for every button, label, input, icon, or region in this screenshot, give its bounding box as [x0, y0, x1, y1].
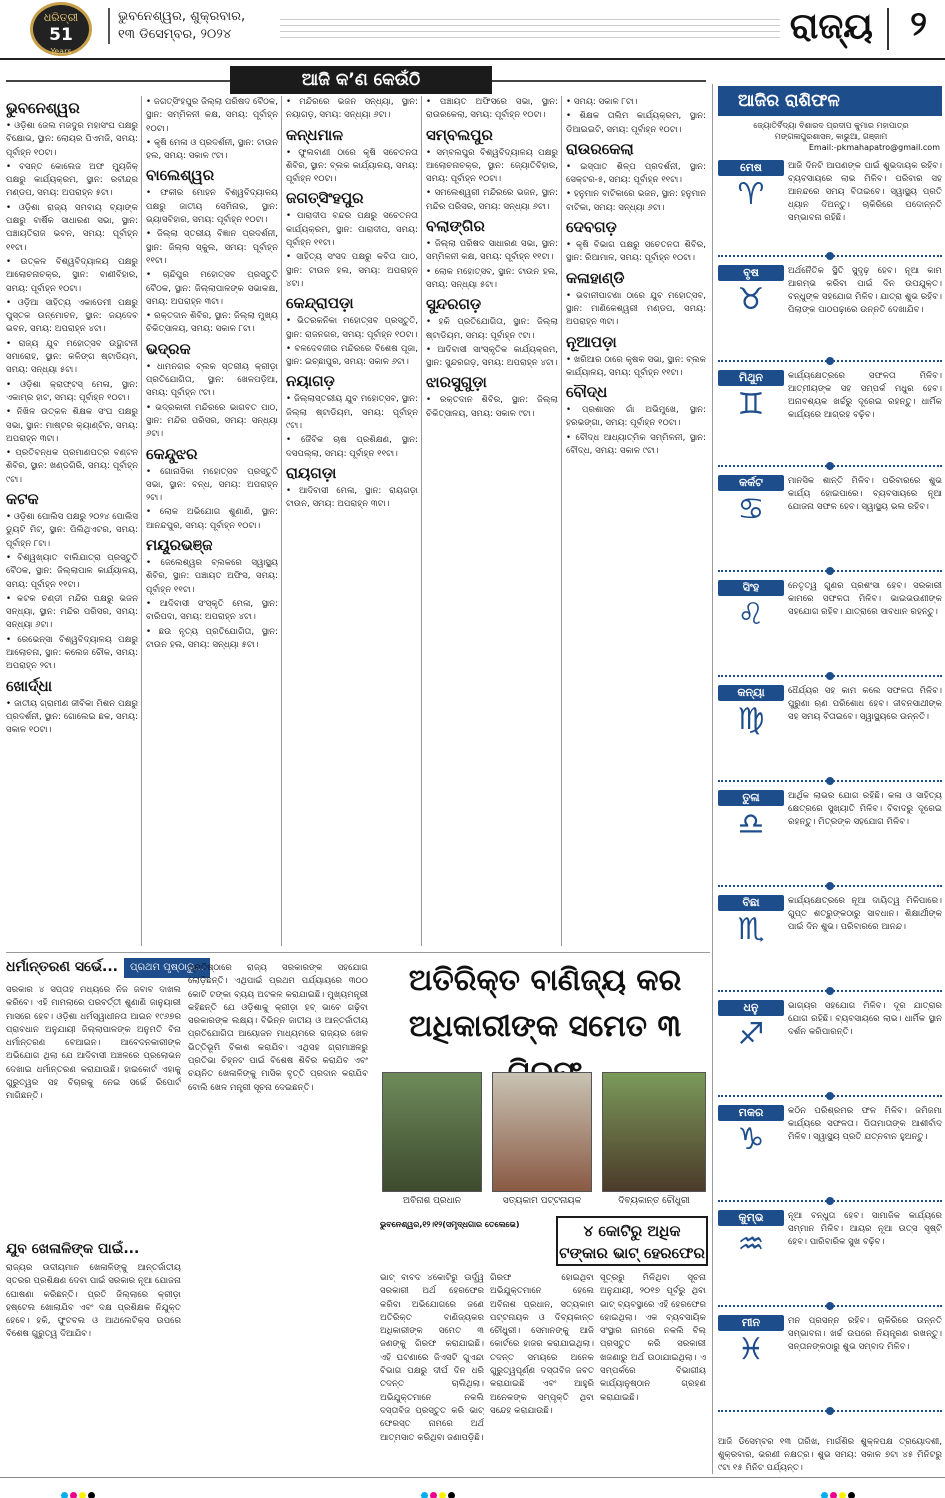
newspaper-logo [30, 2, 92, 56]
zodiac-icon: ♐ [737, 1017, 765, 1052]
horoscope-separator [718, 360, 942, 366]
zodiac-name: କର୍କଟ [718, 475, 784, 491]
city-heading: କନ୍ଧମାଳ [286, 125, 344, 144]
zodiac-icon: ♍ [737, 702, 765, 737]
events-title: ଆଜି କ’ଣ କେଉଁଠି [230, 66, 492, 94]
zodiac-name: ମୀନ [718, 1315, 784, 1331]
zodiac-badge [718, 1210, 784, 1266]
horoscope-item [718, 685, 942, 776]
issue-date: ୧୩ ଡିସେମ୍ବର, ୨୦୨୪ [118, 27, 232, 42]
photo-caption-3: ଦିବ୍ୟକାନ୍ତ ଚୌଧୁରୀ [618, 1196, 690, 1206]
astrologer-name: ଜ୍ୟୋତିର୍ବିଦ୍ୟା ବିଶାରଦ ପ୍ରଦୀପ କୁମାର ମହାପାତ୍ର [753, 121, 909, 130]
cont-story-body: ସରକାର ୪ ସପ୍ତାହ ମଧ୍ୟରେ ନିଜ ଜବାବ ଦାଖଲ କରିବେ। ଏହି ମାମଲାରେ ପରବର୍ତ୍ତୀ ଶୁଣାଣି ଜାନୁୟାରୀ ମାସରେ ହେବ। ଓଡ଼ିଶା ଧର୍ମସ୍ୱାଧୀନତା ଆଇନ ୧୯୬୭ର ପ୍ରାବଧାନ ଅନୁଯାୟୀ ଜିଲ୍ଲାପାଳଙ୍କ ଅନୁମତି ବିନା ଧର୍ମାନ୍ତରଣ ବେଆଇନ। ଆବେଦନକାରୀଙ୍କ ଅଭିଯୋଗ ଥିଲା ଯେ ଆଦିବାସୀ ଅଞ୍ଚଳରେ ପ୍ରଲୋଭନ ଦେଖାଇ ଧର୍ମାନ୍ତରଣ କରାଯାଉଛି। ହାଇକୋର୍ଟ ଏହାକୁ ଗୁରୁତ୍ୱର ସହ ବିଚାରକୁ ନେଇ ସର୍ଭେ ରିପୋର୍ଟ ମାଗିଛନ୍ତି। [6, 985, 181, 1102]
zodiac-icon: ♑ [737, 1122, 765, 1157]
story-dateline: ଭୁବନେଶ୍ୱର,୧୨।୧୨(ସମୃଦ୍ଧଗାର ତେଲେଭେ) [380, 1220, 520, 1229]
horoscope-item [718, 1000, 942, 1091]
page-number: ୨ [910, 4, 927, 44]
horoscope-item [718, 1105, 942, 1196]
zodiac-name: ମିଥୁନ [718, 370, 784, 386]
zodiac-icon: ♉ [737, 282, 765, 317]
event-item: • ସମୟ: ସକାଳ ୮ଟା। [566, 97, 638, 107]
horoscope-text: ଅର୍ଥନୈତିକ ସ୍ଥିତି ସୁଦୃଢ଼ ହେବ। ନୂଆ କାମ ଆରମ୍ଭ କରିବା ପାଇଁ ଦିନ ଉପଯୁକ୍ତ। ବନ୍ଧୁଙ୍କ ସହଯୋଗ ମିଳିବ। ଯାତ୍ରା ଶୁଭ ରହିବ। ପିଲାଙ୍କ ପାଠପଢ଼ାରେ ଉନ୍ନତି ଦେଖାଯିବ। [788, 266, 942, 315]
horoscope-separator [718, 1410, 942, 1416]
zodiac-name: ସିଂହ [718, 580, 784, 596]
event-item: • ଜୈବିକ ଚାଷ ପ୍ରଶିକ୍ଷଣ, ସ୍ଥାନ: ଦସପଲ୍ଲା, ସମୟ: ପୂର୍ବାହ୍ନ ୧୧ଟା। [286, 435, 418, 459]
photo-accused-1 [382, 1072, 482, 1192]
logo-years-text: Years [50, 47, 72, 56]
event-item: • ପ୍ରଶାସନ ଗାଁ ଅଭିମୁଖେ, ସ୍ଥାନ: ହରଭଙ୍ଗା, ସମୟ: ପୂର୍ବାହ୍ନ ୧୦ଟା। [566, 405, 706, 429]
event-item: • ଭଦ୍ରକାଳୀ ମନ୍ଦିରରେ ଭାଗବତ ପାଠ, ସ୍ଥାନ: ମନ୍ଦିର ପରିସର, ସମୟ: ସନ୍ଧ୍ୟା ୬ଟା। [146, 402, 278, 440]
event-item: • ଇସ୍ପାତ ଶିଳ୍ପ ପ୍ରଦର୍ଶନୀ, ସ୍ଥାନ: ସେକ୍ଟର-୫, ସମୟ: ପୂର୍ବାହ୍ନ ୧୧ଟା। [566, 161, 706, 186]
zodiac-icon: ♏ [737, 912, 765, 947]
event-item: • ଜାତୀୟ ଗ୍ରାମୀଣ ଜୀବିକା ମିଶନ ପକ୍ଷରୁ ପ୍ରଦର୍ଶନୀ, ସ୍ଥାନ: ଗୋଲେଇ ଛକ, ସମୟ: ସକାଳ ୧୦ଟା। [6, 698, 138, 736]
city-heading: ଦେବଗଡ଼ [566, 218, 617, 237]
color-marks [420, 1484, 456, 1498]
zodiac-name: କନ୍ୟା [718, 685, 784, 701]
main-story-body-1: ଭାଟ୍ ବାବଦ ୪କୋଟିରୁ ଊର୍ଦ୍ଧ୍ୱ ସରକାରୀ ଅର୍ଥ ହେରଫେର କରିବା ଅଭିଯୋଗରେ ଜଣେ ଅତିରିକ୍ତ ବାଣିଜ୍ୟକର ଅଧିକାରୀଙ୍କ ସମେତ ୩ ଜଣଙ୍କୁ ଗିରଫ କରାଯାଇଛି। ଏହି ଘଟଣାରେ ଜିଏସଟି ଗୁଏନ୍ଦା ବିଭାଗ ପକ୍ଷରୁ ଦୀର୍ଘ ଦିନ ଧରି ତଦନ୍ତ ଚାଲିଥିଲା। ଅଭିଯୁକ୍ତମାନେ ନକଲି ଦସ୍ତାବିଜ ପ୍ରସ୍ତୁତ କରି ଭାଟ୍ ଫେରସ୍ତ ନାମରେ ଅର୍ଥ ଆତ୍ମସାତ କରିଥିବା ଜଣାପଡ଼ିଛି। [380, 1273, 484, 1443]
event-item: • ଓଡ଼ିଶା ପୋଲିସ ପକ୍ଷରୁ ୨୦୨୪ ପୋଲିସ ଡ୍ୟୁଟି ମିଟ୍, ସ୍ଥାନ: ପିଲିଥିଏଟର, ସମୟ: ପୂର୍ବାହ୍ନ ୮ଟା। [6, 512, 138, 549]
horoscope-separator [718, 570, 942, 576]
horoscope-separator [718, 885, 942, 891]
horoscope-separator [718, 990, 942, 996]
column-divider [141, 96, 142, 946]
zodiac-badge [718, 685, 784, 741]
event-item: • ରେଭେନ୍ସା ବିଶ୍ୱବିଦ୍ୟାଳୟ ପକ୍ଷରୁ ଆଲୋଚନା, ସ୍ଥାନ: କଲେଜ ଚୌକ, ସମୟ: ଅପରାହ୍ନ ୨ଟା। [6, 634, 138, 672]
event-item: • ସମ୍ବଲପୁର ବିଶ୍ୱବିଦ୍ୟାଳୟ ପକ୍ଷରୁ ଆଲୋଚନାଚକ୍ର, ସ୍ଥାନ: ଜ୍ୟୋତିବିହାର, ସମୟ: ପୂର୍ବାହ୍ନ ୧୦ଟା। [426, 147, 558, 185]
zodiac-badge [718, 1000, 784, 1056]
event-item: • ଜିଲ୍ଲା ସ୍ତରୀୟ ବିଜ୍ଞାନ ପ୍ରଦର୍ଶନୀ, ସ୍ଥାନ: ଜିଲ୍ଲା ସ୍କୁଲ, ସମୟ: ପୂର୍ବାହ୍ନ ୧୧ଟା। [146, 229, 278, 266]
event-item: • କୃଷି ମେଳା ଓ ପ୍ରଦର୍ଶନୀ, ସ୍ଥାନ: ଟାଉନ ହଲ, ସମୟ: ସକାଳ ୯ଟା। [146, 137, 278, 162]
event-item: • ଜେଲେଶ୍ୱର ବ୍ଲକରେ ସ୍ୱାସ୍ଥ୍ୟ ଶିବିର, ସ୍ଥାନ: ପଞ୍ଚାୟତ ଅଫିସ, ସମୟ: ପୂର୍ବାହ୍ନ ୧୧ଟା। [146, 558, 278, 595]
city-heading: ଭଦ୍ରକ [146, 339, 191, 358]
horoscope-text: କାର୍ଯ୍ୟକ୍ଷେତ୍ରରେ ନୂଆ ଦାୟିତ୍ୱ ମିଳିପାରେ। ଗୁପ୍ତ ଶତ୍ରୁଙ୍କଠାରୁ ସାବଧାନ। ଶିକ୍ଷାର୍ଥୀଙ୍କ ପାଇଁ ଦିନ ଶୁଭ। ପରିବାରରେ ଆନନ୍ଦ। [788, 896, 942, 932]
horoscope-item [718, 580, 942, 671]
city-heading: କଟକ [6, 490, 39, 509]
headline-line-2: ଅଧିକାରୀଙ୍କ ସମେତ ୩ [408, 1009, 682, 1044]
event-item: • ପାରାଦୀପ ବନ୍ଦର ପକ୍ଷରୁ ସଚେତନତା କାର୍ଯ୍ୟକ୍ରମ, ସ୍ଥାନ: ପାରାଦୀପ, ସମୟ: ପୂର୍ବାହ୍ନ ୧୧ଟା। [286, 211, 418, 249]
footer-rule [0, 1477, 945, 1478]
sub-story-headline: ଯୁବ ଖେଳାଳିଙ୍କ ପାଇଁ... [6, 1241, 140, 1257]
column-divider [561, 96, 562, 946]
event-item: • ହନୁମାନ ବାଟିକାରେ ଭଜନ, ସ୍ଥାନ: ହନୁମାନ ବାଟିକା, ସମୟ: ସନ୍ଧ୍ୟା ୬ଟା। [566, 189, 706, 213]
events-column-2 [146, 96, 278, 946]
event-item: • ପ୍ରତିବନ୍ଧକ ପ୍ରମାଣପତ୍ର ବଣ୍ଟନ ଶିବିର, ସ୍ଥାନ: ଖଣ୍ଡଗିରି, ସମୟ: ପୂର୍ବାହ୍ନ ୯ଟା। [6, 448, 138, 485]
city-heading: ଝାରସୁଗୁଡ଼ା [426, 373, 487, 392]
masthead [0, 0, 945, 60]
print-registration-strip [0, 1476, 945, 1498]
city-heading: ଖୋର୍ଦ୍ଧା [6, 676, 53, 695]
photo-accused-3 [602, 1072, 706, 1192]
event-item: • ଓଡ଼ିଆ ସାହିତ୍ୟ ଏକାଡେମୀ ପକ୍ଷରୁ ପୁସ୍ତକ ଉନ୍ମୋଚନ, ସ୍ଥାନ: ଜୟଦେବ ଭବନ, ସମୟ: ଅପରାହ୍ନ ୪ଟା। [6, 297, 138, 335]
horoscope-separator [718, 675, 942, 681]
horoscope-item [718, 1315, 942, 1406]
astrologer-place: ମଙ୍ଗଳାପୁରଶାସନ, କାଭୁଆ, ଗଞ୍ଜାମ [774, 132, 888, 141]
city-heading: ଜଗତ୍ସିଂହପୁର [286, 189, 364, 208]
horoscope-separator [718, 1305, 942, 1311]
color-marks [60, 1484, 96, 1498]
horoscope-separator [718, 1095, 942, 1101]
city-heading: ମୟୂରଭଞ୍ଜ [146, 536, 213, 555]
horoscope-item [718, 895, 942, 986]
horoscope-text: ମାନସିକ ଶାନ୍ତି ମିଳିବ। ପରିବାରରେ ଶୁଭ କାର୍ଯ୍ୟ ହୋଇପାରେ। ବ୍ୟବସାୟରେ ନୂଆ ଯୋଜନା ସଫଳ ହେବ। ସ୍ୱାସ୍ଥ୍ୟ ଭଲ ରହିବ। [788, 476, 942, 512]
event-item: • ଜଗତ୍ସିଂହପୁର ଜିଲ୍ଲା ପରିଷଦ ବୈଠକ, ସ୍ଥାନ: ସମ୍ମିଳନୀ କକ୍ଷ, ସମୟ: ପୂର୍ବାହ୍ନ ୧୦ଟା। [146, 97, 278, 134]
city-heading: ରାୟଗଡ଼ା [286, 463, 337, 482]
events-column-5 [566, 96, 706, 946]
headline-line-1: ଅତିରିକ୍ତ ବାଣିଜ୍ୟ କର [408, 963, 682, 998]
zodiac-name: ମେଷ [718, 160, 784, 176]
horoscope-text: ଧୈର୍ଯ୍ୟର ସହ କାମ କଲେ ସଫଳତା ମିଳିବ। ପୁରୁଣା ଋଣ ପରିଶୋଧ ହେବ। ଜୀବନସାଥୀଙ୍କ ସହ ସମୟ ବିତାଇବେ। ସ୍ୱାସ୍ଥ୍ୟରେ ଉନ୍ନତି। [788, 686, 942, 722]
horoscope-item [718, 265, 942, 356]
horoscope-text: ଆର୍ଥିକ ଲାଭର ଯୋଗ ରହିଛି। କଳା ଓ ସାହିତ୍ୟ କ୍ଷେତ୍ରରେ ସୁଖ୍ୟାତି ମିଳିବ। ବିବାଦରୁ ଦୂରେଇ ରହନ୍ତୁ। ମିତ୍ରଙ୍କ ସହଯୋଗ ମିଳିବ। [788, 791, 942, 827]
horoscope-text: ନେତୃତ୍ୱ ଗୁଣର ପ୍ରଶଂସା ହେବ। ସରକାରୀ କାମରେ ସଫଳତା ମିଳିବ। ଭାଇଭଉଣୀଙ୍କ ସହଯୋଗ ରହିବ। ଯାତ୍ରାରେ ସାବଧାନ ରହନ୍ତୁ। [788, 581, 942, 617]
zodiac-name: ବିଛା [718, 895, 784, 911]
event-item: • ଭବାନୀପାଟଣା ଠାରେ ଯୁବ ମହୋତ୍ସବ, ସ୍ଥାନ: ମାଣିକେଶ୍ୱରୀ ମଣ୍ଡପ, ସମୟ: ଅପରାହ୍ନ ୩ଟା। [566, 290, 706, 328]
city-heading: କେନ୍ଦ୍ରାପଡ଼ା [286, 294, 354, 313]
zodiac-icon: ♊ [737, 387, 765, 422]
city-heading: ବୌଦ୍ଧ [566, 383, 608, 402]
zodiac-name: ମକର [718, 1105, 784, 1121]
zodiac-name: ବୃଷ [718, 265, 784, 281]
city-heading: ସମ୍ବଲପୁର [426, 125, 493, 144]
horoscope-text: ନୂଆ ବନ୍ଧୁତା ହେବ। ସାମାଜିକ କାର୍ଯ୍ୟରେ ସମ୍ମାନ ମିଳିବ। ଆୟର ନୂଆ ଉତ୍ସ ସୃଷ୍ଟି ହେବ। ପାରିବାରିକ ସୁଖ ବଢ଼ିବ। [788, 1211, 942, 1247]
event-item: • ହକି ପ୍ରତିଯୋଗିତା, ସ୍ଥାନ: ଜିଲ୍ଲା ଷ୍ଟାଡିୟମ, ସମୟ: ପୂର୍ବାହ୍ନ ୯ଟା। [426, 317, 558, 341]
zodiac-icon: ♈ [737, 177, 765, 212]
city-heading: ନୂଆପଡ଼ା [566, 332, 617, 351]
column-divider [421, 96, 422, 946]
horoscope-text: କଠିନ ପରିଶ୍ରମର ଫଳ ମିଳିବ। ଜମିଜମା କାର୍ଯ୍ୟରେ ସଫଳତା। ପିତାମାତାଙ୍କ ଆଶୀର୍ବାଦ ମିଳିବ। ସ୍ୱାସ୍ଥ୍ୟ ପ୍ରତି ଯତ୍ନବାନ ହୁଅନ୍ତୁ। [788, 1106, 942, 1142]
story-box-headline: ୪ କୋଟିରୁ ଅଧିକ ଟଙ୍କାର ଭାଟ୍ ହେରଫେର [556, 1216, 708, 1266]
dateline-header [108, 8, 245, 44]
horoscope-item [718, 475, 942, 566]
logo-title: ଧରିତ୍ରୀ [43, 11, 79, 24]
zodiac-badge [718, 265, 784, 321]
horoscope-item [718, 790, 942, 881]
event-item: • ବିଶ୍ୱଖ୍ୟାତ ବାଲିଯାତ୍ରା ପ୍ରସ୍ତୁତି ବୈଠକ, ସ୍ଥାନ: ଜିଲ୍ଲାପାଳ କାର୍ଯ୍ୟାଳୟ, ସମୟ: ପୂର୍ବାହ୍ନ ୧୧ଟା। [6, 552, 138, 590]
event-item: • ଭିତରକନିକା ମହୋତ୍ସବ ପ୍ରସ୍ତୁତି, ସ୍ଥାନ: ରାଜନଗର, ସମୟ: ପୂର୍ବାହ୍ନ ୧୦ଟା। [286, 316, 418, 340]
cont-story-mid-body: ପ୍ରତିଷ୍ଠାରେ ରାଜ୍ୟ ସରକାରଙ୍କ ସହଯୋଗ ଲୋଡ଼ିଛନ୍ତି। ଏଥିପାଇଁ ପ୍ରଥମ ପର୍ଯ୍ୟାୟରେ ୩୦୦ କୋଟି ଟଙ୍କା ବ୍ୟୟ ଅଟକଳ କରାଯାଇଛି। ମୁଖ୍ୟମନ୍ତ୍ରୀ କହିଛନ୍ତି ଯେ ଓଡ଼ିଶାକୁ କ୍ରୀଡ଼ା ହବ୍ ଭାବେ ଗଢ଼ିବା ସରକାରଙ୍କ ଲକ୍ଷ୍ୟ। ବିଭିନ୍ନ ଜାତୀୟ ଓ ଆନ୍ତର୍ଜାତୀୟ ପ୍ରତିଯୋଗିତା ଆୟୋଜନ ମାଧ୍ୟମରେ ରାଜ୍ୟର ଖେଳ ଭିତ୍ତିଭୂମି ବିକାଶ କରାଯିବ। ଏଥିସହ ଗ୍ରାମାଞ୍ଚଳରୁ ପ୍ରତିଭା ଚିହ୍ନଟ ପାଇଁ ବିଶେଷ ଶିବିର କରାଯିବ ଏବଂ ଚୟନିତ ଖେଳାଳିଙ୍କୁ ମାସିକ ବୃତ୍ତି ପ୍ରଦାନ କରାଯିବ ବୋଲି ଖେଳ ମନ୍ତ୍ରୀ ସୂଚନା ଦେଇଛନ୍ତି। [188, 963, 368, 1093]
cont-story-headline: ଧର୍ମାନ୍ତରଣ ସର୍ଭେ... [6, 959, 118, 975]
photo-caption-1: ଅବିନାଶ ପ୍ରଧାନ [403, 1196, 461, 1206]
color-marks [820, 1484, 856, 1498]
event-item: • ସାହିତ୍ୟ ସଂସଦ ପକ୍ଷରୁ କବିତା ପାଠ, ସ୍ଥାନ: ଟାଉନ ହଲ, ସମୟ: ଅପରାହ୍ନ ୪ଟା। [286, 252, 418, 289]
event-item: • ଲୋକ ଅଭିଯୋଗ ଶୁଣାଣି, ସ୍ଥାନ: ଆନନ୍ଦପୁର, ସମୟ: ପୂର୍ବାହ୍ନ ୧୦ଟା। [146, 507, 278, 531]
horoscope-author-block [722, 120, 940, 153]
horoscope-text: କାର୍ଯ୍ୟକ୍ଷେତ୍ରରେ ସଫଳତା ମିଳିବ। ଆତ୍ମୀୟଙ୍କ ସହ ସମ୍ପର୍କ ମଧୁର ହେବ। ଅନାବଶ୍ୟକ ଖର୍ଚ୍ଚରୁ ଦୂରେଇ ରହନ୍ତୁ। ଧାର୍ମିକ କାର୍ଯ୍ୟରେ ଆଗ୍ରହ ବଢ଼ିବ। [788, 371, 942, 420]
event-item: • ଓଡ଼ିଶା କ୍ରାଫ୍ଟସ୍ ମେଳା, ସ୍ଥାନ: ଏକାମ୍ର ହାଟ, ସମୟ: ପୂର୍ବାହ୍ନ ୧୦ଟା। [6, 379, 138, 403]
zodiac-badge [718, 790, 784, 846]
horoscope-text: ଆଜି ଦିନଟି ଆପଣଙ୍କ ପାଇଁ ଶୁଭଦାୟକ ରହିବ। ବ୍ୟବସାୟରେ ଲାଭ ମିଳିବ। ପରିବାର ସହ ଆନନ୍ଦରେ ସମୟ ବିତାଇବେ। ସ୍ୱାସ୍ଥ୍ୟ ପ୍ରତି ଧ୍ୟାନ ଦିଅନ୍ତୁ। ଚାକିରିରେ ପଦୋନ୍ନତି ସମ୍ଭାବନା ରହିଛି। [788, 161, 942, 223]
event-item: • କଟକ ଚଣ୍ଡୀ ମନ୍ଦିର ପକ୍ଷରୁ ଭଜନ ସନ୍ଧ୍ୟା, ସ୍ଥାନ: ମନ୍ଦିର ପରିସର, ସମୟ: ସନ୍ଧ୍ୟା ୬ଟା। [6, 593, 138, 631]
photo-caption-2: ସତ୍ୟକାମ ପଟ୍ଟନାୟକ [502, 1196, 582, 1206]
place-day: ଭୁବନେଶ୍ୱର, ଶୁକ୍ରବାର, [118, 9, 246, 24]
section-divider [6, 952, 710, 953]
horoscope-separator [718, 255, 942, 261]
event-item: • ଗୋନାସିକା ମହୋତ୍ସବ ପ୍ରସ୍ତୁତି ସଭା, ସ୍ଥାନ: ବନ୍ଧ, ସମୟ: ଅପରାହ୍ନ ୨ଟା। [146, 466, 278, 504]
horoscope-separator [718, 465, 942, 471]
event-item: • ଆଦିବାସୀ ମେଳା, ସ୍ଥାନ: ରାୟଗଡ଼ା ଟାଉନ, ସମୟ: ଅପରାହ୍ନ ୩ଟା। [286, 485, 418, 510]
zodiac-badge [718, 1105, 784, 1161]
zodiac-name: ତୁଳା [718, 790, 784, 806]
city-heading: ଭୁବନେଶ୍ୱର [6, 99, 80, 117]
event-item: • ଫୁଲବାଣୀ ଠାରେ କୃଷି ସଚେତନତା ଶିବିର, ସ୍ଥାନ: ବ୍ଲକ କାର୍ଯ୍ୟାଳୟ, ସମୟ: ପୂର୍ବାହ୍ନ ୧୦ଟା। [286, 147, 418, 185]
city-heading: ସୁନ୍ଦରଗଡ଼ [426, 295, 482, 314]
horoscope-separator [718, 1200, 942, 1206]
zodiac-badge [718, 475, 784, 531]
event-item: • ଉତ୍କଳ ବିଶ୍ୱବିଦ୍ୟାଳୟ ପକ୍ଷରୁ ଆଲୋଚନାଚକ୍ର, ସ୍ଥାନ: ବାଣୀବିହାର, ସମୟ: ପୂର୍ବାହ୍ନ ୧୦ଟା। [6, 256, 138, 294]
horoscope-item [718, 370, 942, 461]
event-item: • ଜିଲ୍ଲା ପରିଷଦ ସାଧାରଣ ସଭା, ସ୍ଥାନ: ସମ୍ମିଳନୀ କକ୍ଷ, ସମୟ: ପୂର୍ବାହ୍ନ ୧୧ଟା। [426, 239, 558, 263]
photo-accused-2 [492, 1072, 592, 1192]
event-item: • ଚାନ୍ଦିପୁର ମହୋତ୍ସବ ପ୍ରସ୍ତୁତି ବୈଠକ, ସ୍ଥାନ: ଜିଲ୍ଲାପାଳଙ୍କ ସଭାକକ୍ଷ, ସମୟ: ଅପରାହ୍ନ ୩ଟା। [146, 270, 278, 307]
events-column-4 [426, 96, 558, 946]
event-item: • ଫକୀର ମୋହନ ବିଶ୍ୱବିଦ୍ୟାଳୟ ପକ୍ଷରୁ ଜାତୀୟ ସେମିନାର, ସ୍ଥାନ: ଭ୍ୟାସବିହାର, ସମୟ: ପୂର୍ବାହ୍ନ ୧୦ଟା। [146, 188, 278, 226]
sub-story-body: ରାଜ୍ୟର ଉଦୀୟମାନ ଖେଳାଳିଙ୍କୁ ଆନ୍ତର୍ଜାତୀୟ ସ୍ତରର ପ୍ରଶିକ୍ଷଣ ଦେବା ପାଇଁ ସରକାର ନୂଆ ଯୋଜନା ଘୋଷଣା କରିଛନ୍ତି। ପ୍ରତି ଜିଲ୍ଲାରେ କ୍ରୀଡ଼ା ହଷ୍ଟେଲ ଖୋଲାଯିବ ଏବଂ ଦକ୍ଷ ପ୍ରଶିକ୍ଷକ ନିଯୁକ୍ତ ହେବେ। ହକି, ଫୁଟବଲ ଓ ଆଥଲେଟିକ୍ସ ଉପରେ ବିଶେଷ ଗୁରୁତ୍ୱ ଦିଆଯିବ। [6, 1263, 181, 1340]
main-story-body-3: ସୂତ୍ରରୁ ମିଳିଥିବା ସୂଚନା ଅନୁଯାୟୀ, ୨୦୧୭ ପୂର୍ବରୁ ଥିବା ଭାଟ୍ ବ୍ୟବସ୍ଥାରେ ଏହି ହେରଫେର ହୋଇଥିଲା। ଏକ ବ୍ୟବସାୟିକ ସଂସ୍ଥାର ନାମରେ ନକଲି ବିଲ୍ ପ୍ରସ୍ତୁତ କରି ସରକାରୀ ଖଜଣାରୁ ଅର୍ଥ ଉଠାଯାଇଥିଲା। ଏ ସମ୍ପର୍କରେ ବିଭାଗୀୟ କାର୍ଯ୍ୟାନୁଷ୍ଠାନ ଗ୍ରହଣ କରାଯାଇଛି। [600, 1273, 706, 1403]
cont-story-tag: ପ୍ରଥମ ପୃଷ୍ଠାରୁ... [124, 958, 210, 978]
zodiac-icon: ♎ [737, 807, 765, 842]
city-heading: କେନ୍ଦୁଝର [146, 444, 198, 463]
event-item: • ଲୋକ ମହୋତ୍ସବ, ସ୍ଥାନ: ଟାଉନ ହଲ, ସମୟ: ସନ୍ଧ୍ୟା ୫ଟା। [426, 266, 558, 290]
zodiac-badge [718, 1315, 784, 1371]
horoscope-item [718, 160, 942, 251]
zodiac-badge [718, 160, 784, 216]
horoscope-text: ମନ ପ୍ରସନ୍ନ ରହିବ। ଚାକିରିରେ ଉନ୍ନତି ସମ୍ଭାବନା। ଖର୍ଚ୍ଚ ଉପରେ ନିୟନ୍ତ୍ରଣ ରଖନ୍ତୁ। ସନ୍ତାନଙ୍କଠାରୁ ଶୁଭ ସମ୍ବାଦ ମିଳିବ। [788, 1316, 942, 1352]
zodiac-badge [718, 895, 784, 951]
column-divider [712, 84, 713, 1474]
event-item: • ଓଡ଼ିଶା ରାଜ୍ୟ ସମବାୟ ବ୍ୟାଙ୍କ ପକ୍ଷରୁ ବାର୍ଷିକ ସାଧାରଣ ସଭା, ସ୍ଥାନ: ପଞ୍ଚାୟତିରାଜ ଭବନ, ସମୟ: ପୂର୍ବାହ୍ନ ୧୧ଟା। [6, 202, 138, 253]
zodiac-icon: ♌ [737, 597, 765, 632]
city-heading: ରାଉରକେଲା [566, 139, 634, 158]
event-item: • ଓଡ଼ିଶା ଜେଲ ମଜଦୁର ମହାସଂଘ ପକ୍ଷରୁ ବିକ୍ଷୋଭ, ସ୍ଥାନ: ଲୋୟର ପିଏମଜି, ସମୟ: ପୂର୍ବାହ୍ନ ୧୦ଟା। [6, 121, 138, 158]
logo-years-number: 51 [49, 25, 73, 45]
horoscope-text: ଭାଗ୍ୟର ସହଯୋଗ ମିଳିବ। ଦୂର ଯାତ୍ରାର ଯୋଗ ରହିଛି। ବ୍ୟବସାୟରେ ଲାଭ। ଧାର୍ମିକ ସ୍ଥାନ ଦର୍ଶନ କରିପାରନ୍ତି। [788, 1001, 942, 1037]
divider [887, 8, 889, 50]
event-item: • ବଳଦେବଜୀଉ ମନ୍ଦିରରେ ବିଶେଷ ପୂଜା, ସ୍ଥାନ: ଇଚ୍ଛାପୁର, ସମୟ: ସକାଳ ୬ଟା। [286, 343, 418, 368]
zodiac-name: କୁମ୍ଭ [718, 1210, 784, 1226]
event-item: • ରକ୍ତଦାନ ଶିବିର, ସ୍ଥାନ: ଜିଲ୍ଲା ମୁଖ୍ୟ ଚିକିତ୍ସାଳୟ, ସମୟ: ସକାଳ ୮ଟା। [146, 311, 278, 335]
event-item: • ବୌଦ୍ଧ ଆଧ୍ୟାତ୍ମିକ ସମ୍ମିଳନୀ, ସ୍ଥାନ: ବୌଦ୍ଧ, ସମୟ: ସକାଳ ୯ଟା। [566, 432, 706, 457]
event-item: • ଆଦିବାସୀ ସଂସ୍କୃତି ମେଳା, ସ୍ଥାନ: ବାରିପଦା, ସମୟ: ଅପରାହ୍ନ ୪ଟା। [146, 598, 278, 623]
event-item: • ଶିକ୍ଷକ ତାଲିମ କାର୍ଯ୍ୟକ୍ରମ, ସ୍ଥାନ: ଡିଆଇଇଟି, ସମୟ: ପୂର୍ବାହ୍ନ ୧୦ଟା। [566, 111, 706, 135]
horoscope-separator [718, 780, 942, 786]
event-item: • ଛଉ ନୃତ୍ୟ ପ୍ରତିଯୋଗିତା, ସ୍ଥାନ: ଟାଉନ ହଲ, ସମୟ: ସନ୍ଧ୍ୟା ୫ଟା। [146, 626, 278, 650]
zodiac-badge [718, 370, 784, 426]
column-divider [281, 96, 282, 946]
horoscope-item [718, 1210, 942, 1301]
decorative-lines [280, 16, 780, 38]
section-title: ରାଜ୍ୟ [789, 6, 873, 47]
event-item: • ପଞ୍ଚାୟତ ଅଫିସରେ ସଭା, ସ୍ଥାନ: ରାଉରକେଲା, ସମୟ: ପୂର୍ବାହ୍ନ ୧୦ଟା। [426, 97, 558, 121]
city-heading: ବାଲେଶ୍ୱର [146, 166, 215, 185]
zodiac-icon: ♒ [737, 1227, 765, 1262]
event-item: • ଖରିଆର ଠାରେ କୃଷକ ସଭା, ସ୍ଥାନ: ବ୍ଲକ କାର୍ଯ୍ୟାଳୟ, ସମୟ: ପୂର୍ବାହ୍ନ ୧୧ଟା। [566, 354, 706, 378]
event-item: • ରାଜ୍ୟ ଯୁବ ମହୋତ୍ସବ ଉଦ୍ଘାଟନୀ ସମାରୋହ, ସ୍ଥାନ: କଳିଙ୍ଗ ଷ୍ଟାଡିୟମ, ସମୟ: ସନ୍ଧ୍ୟା ୫ଟା। [6, 338, 138, 376]
city-heading: ବଲାଙ୍ଗିର [426, 217, 485, 236]
event-item: • ରକ୍ତଦାନ ଶିବିର, ସ୍ଥାନ: ଜିଲ୍ଲା ଚିକିତ୍ସାଳୟ, ସମୟ: ସକାଳ ୯ଟା। [426, 395, 558, 419]
zodiac-icon: ♓ [737, 1332, 765, 1367]
event-item: • ନିଖିଳ ଉତ୍କଳ ଶିକ୍ଷକ ସଂଘ ପକ୍ଷରୁ ସଭା, ସ୍ଥାନ: ମାଷ୍ଟର କ୍ୟାଣ୍ଟିନ, ସମୟ: ଅପରାହ୍ନ ୩ଟା। [6, 407, 138, 444]
event-item: • ଧାମନଗର ବ୍ଲକ ସ୍ତରୀୟ କ୍ରୀଡ଼ା ପ୍ରତିଯୋଗିତା, ସ୍ଥାନ: ଖେଳପଡ଼ିଆ, ସମୟ: ପୂର୍ବାହ୍ନ ୯ଟା। [146, 361, 278, 399]
city-heading: ନୟାଗଡ଼ [286, 372, 335, 391]
event-item: • ମନ୍ଦିରରେ ଭଜନ ସନ୍ଧ୍ୟା, ସ୍ଥାନ: ନୟାଗଡ଼, ସମୟ: ସନ୍ଧ୍ୟା ୬ଟା। [286, 97, 418, 121]
panjika-text: ଆଜି ଡିସେମ୍ବର ୧୩ ତାରିଖ, ମାର୍ଗଶିର ଶୁକ୍ଳପକ୍ଷ ତ୍ରୟୋଦଶୀ, ଶୁକ୍ରବାର, ଭରଣୀ ନକ୍ଷତ୍ର। ଶୁଭ ସମୟ: ସକାଳ ୭ଟା ୪୫ ମିନିଟରୁ ୯ଟା ୧୫ ମିନିଟ ପର୍ଯ୍ୟନ୍ତ। [718, 1437, 942, 1473]
city-heading: କଳାହାଣ୍ଡି [566, 268, 625, 287]
event-item: • ଆଦିବାସୀ ସାଂସ୍କୃତିକ କାର୍ଯ୍ୟକ୍ରମ, ସ୍ଥାନ: ସୁନ୍ଦରଗଡ଼, ସମୟ: ଅପରାହ୍ନ ୪ଟା। [426, 344, 558, 369]
event-item: • କୃଷି ବିଭାଗ ପକ୍ଷରୁ ସଚେତନତା ଶିବିର, ସ୍ଥାନ: ରିଆମାଳ, ସମୟ: ପୂର୍ବାହ୍ନ ୧୦ଟା। [566, 240, 706, 264]
zodiac-badge [718, 580, 784, 636]
event-item: • ବସନ୍ତ କୋଲେଜ ଅଫ ମ୍ୟୁଜିକ୍ ପକ୍ଷରୁ କାର୍ଯ୍ୟକ୍ରମ, ସ୍ଥାନ: ରବୀନ୍ଦ୍ର ମଣ୍ଡପ, ସମୟ: ଅପରାହ୍ନ ୫ଟା। [6, 161, 138, 199]
event-item: • ସମଲେଶ୍ୱରୀ ମନ୍ଦିରରେ ଭଜନ, ସ୍ଥାନ: ମନ୍ଦିର ପରିସର, ସମୟ: ସନ୍ଧ୍ୟା ୬ଟା। [426, 188, 558, 212]
main-story-body-2: ଗିରଫ ହୋଇଥିବା ଅଭିଯୁକ୍ତମାନେ ହେଲେ ଅବିନାଶ ପ୍ରଧାନ, ସତ୍ୟକାମ ପଟ୍ଟନାୟକ ଓ ଦିବ୍ୟକାନ୍ତ ଚୌଧୁରୀ। ସେମାନଙ୍କୁ ଆଜି କୋର୍ଟରେ ହାଜର କରାଯାଇଥିଲା। ତଦନ୍ତ ସମୟରେ ଅନେକ ଗୁରୁତ୍ୱପୂର୍ଣ୍ଣ ଦସ୍ତାବିଜ ଜବତ କରାଯାଇଛି ଏବଂ ଆହୁରି ଅନେକଙ୍କ ସମ୍ପୃକ୍ତି ଥିବା ସନ୍ଦେହ କରାଯାଉଛି। [490, 1273, 594, 1416]
zodiac-icon: ♋ [737, 492, 765, 527]
zodiac-name: ଧନୁ [718, 1000, 784, 1016]
horoscope-title: ଆଜିର ରାଶିଫଳ [718, 86, 942, 116]
events-column-1 [6, 96, 138, 946]
astrologer-email: Email:-pkmahapatro@gmail.com [808, 143, 940, 152]
event-item: • ଜିଲ୍ଲାସ୍ତରୀୟ ଯୁବ ମହୋତ୍ସବ, ସ୍ଥାନ: ଜିଲ୍ଲା ଷ୍ଟାଡିୟମ, ସମୟ: ପୂର୍ବାହ୍ନ ୯ଟା। [286, 394, 418, 432]
events-column-3 [286, 96, 418, 946]
